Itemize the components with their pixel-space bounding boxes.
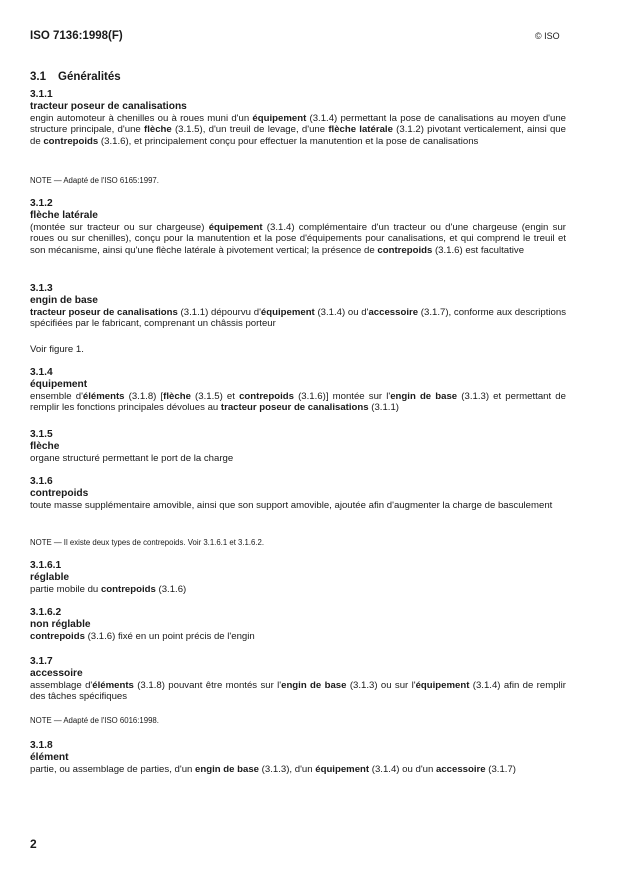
term-entry (30, 656, 566, 703)
term-entry (30, 740, 566, 775)
term-reference: équipement (415, 679, 470, 691)
term-entry (30, 607, 566, 642)
term-definition: engin automoteur à chenilles ou à roues muni d'un équipement (3.1.4) permettant la pose de canalisations au moyen d'une structure principale, d'une flèche (3.1.5), d'un treuil de levage, d'une flèche latérale (3.1.2) pivotant verticalement, ainsi que de contrepoids (3.1.6), et principalement conçu pour effectuer la manutention et la pose de canalisations (30, 112, 566, 147)
term-definition: tracteur poseur de canalisations (3.1.1) dépourvu d'équipement (3.1.4) ou d'accessoire (3.1.7), conforme aux descriptions spécifiées par le fabricant, comprenant un châssis porteur (30, 306, 566, 330)
term-number: 3.1.3 (30, 283, 53, 294)
note: NOTE — Il existe deux types de contrepoids. Voir 3.1.6.1 et 3.1.6.2. (30, 538, 265, 547)
term-name: accessoire (30, 667, 83, 679)
term-number: 3.1.2 (30, 198, 53, 209)
term-reference: éléments (92, 679, 134, 691)
term-name: flèche (30, 440, 60, 452)
term-reference: engin de base (281, 679, 347, 691)
term-reference: flèche latérale (328, 124, 393, 136)
term-definition: toute masse supplémentaire amovible, ainsi que son support amovible, ajoutée afin d'augmenter la charge de basculement (30, 499, 553, 511)
term-number: 3.1.1 (30, 89, 53, 100)
note: NOTE — Adapté de l'ISO 6165:1997. (30, 176, 159, 185)
term-number: 3.1.8 (30, 740, 53, 751)
term-number: 3.1.6 (30, 476, 53, 487)
term-reference: contrepoids (239, 390, 294, 402)
copyright-mark: © ISO (535, 31, 560, 41)
term-definition: organe structuré permettant le port de la charge (30, 452, 234, 464)
term-name: réglable (30, 571, 70, 583)
term-reference: tracteur poseur de canalisations (220, 402, 369, 414)
figure-reference: Voir figure 1. (30, 344, 84, 355)
term-name: équipement (30, 378, 88, 390)
term-reference: contrepoids (43, 135, 99, 147)
term-entry (30, 429, 566, 464)
term-reference: contrepoids (377, 244, 433, 256)
term-definition: assemblage d'éléments (3.1.8) pouvant être montés sur l'engin de base (3.1.3) ou sur l'équipement (3.1.4) afin de remplir des tâches spécifiques (30, 679, 566, 703)
page-number: 2 (30, 837, 37, 851)
term-number: 3.1.7 (30, 656, 53, 667)
term-reference: équipement (252, 112, 307, 124)
term-reference: engin de base (390, 390, 458, 402)
term-reference: équipement (260, 306, 315, 318)
term-reference: contrepoids (100, 583, 156, 595)
term-name: tracteur poseur de canalisations (30, 100, 187, 112)
term-number: 3.1.5 (30, 429, 53, 440)
term-name: élément (30, 751, 69, 763)
term-name: non réglable (30, 618, 91, 630)
note: NOTE — Adapté de l'ISO 6016:1998. (30, 716, 159, 725)
term-reference: engin de base (195, 763, 260, 775)
term-name: contrepoids (30, 487, 89, 499)
term-reference: accessoire (368, 306, 419, 318)
term-definition: ensemble d'éléments (3.1.8) [flèche (3.1.5) et contrepoids (3.1.6)] montée sur l'engin de base (3.1.3) et permettant de remplir les fonctions principales dévolues au tracteur poseur de canalisations (3.1.1) (30, 390, 566, 414)
term-entry (30, 283, 566, 330)
term-entry (30, 198, 566, 256)
section-heading (30, 71, 121, 83)
term-name: flèche latérale (30, 209, 98, 221)
section-title: Généralités (58, 71, 121, 83)
section-number: 3.1 (30, 71, 46, 83)
term-definition: partie, ou assemblage de parties, d'un engin de base (3.1.3), d'un équipement (3.1.4) ou d'un accessoire (3.1.7) (30, 763, 517, 775)
term-number: 3.1.4 (30, 367, 53, 378)
term-reference: flèche (163, 390, 191, 402)
term-reference: accessoire (436, 763, 486, 775)
term-reference: contrepoids (30, 630, 85, 642)
term-reference: équipement (315, 763, 370, 775)
document-id: ISO 7136:1998(F) (30, 30, 123, 42)
term-entry (30, 560, 566, 595)
term-reference: flèche (144, 124, 172, 136)
term-reference: tracteur poseur de canalisations (30, 306, 178, 318)
term-definition: partie mobile du contrepoids (3.1.6) (30, 583, 187, 595)
term-number: 3.1.6.2 (30, 607, 62, 618)
term-definition: (montée sur tracteur ou sur chargeuse) équipement (3.1.4) complémentaire d'un tracteur ou d'une chargeuse (engin sur roues ou sur chenilles), conçu pour la manutention et la pose d'équipements pour canalisations, et qui comprend le treuil et son mécanisme, ainsi qu'une flèche latérale à pivotement vertical; la présence de contrepoids (3.1.6) est facultative (30, 221, 566, 256)
term-number: 3.1.6.1 (30, 560, 62, 571)
term-entry (30, 367, 566, 414)
term-name: engin de base (30, 294, 98, 306)
term-reference: équipement (208, 221, 263, 233)
term-reference: éléments (82, 390, 125, 402)
term-definition: contrepoids (3.1.6) fixé en un point précis de l'engin (30, 630, 255, 642)
term-entry (30, 476, 566, 511)
term-entry (30, 89, 566, 147)
